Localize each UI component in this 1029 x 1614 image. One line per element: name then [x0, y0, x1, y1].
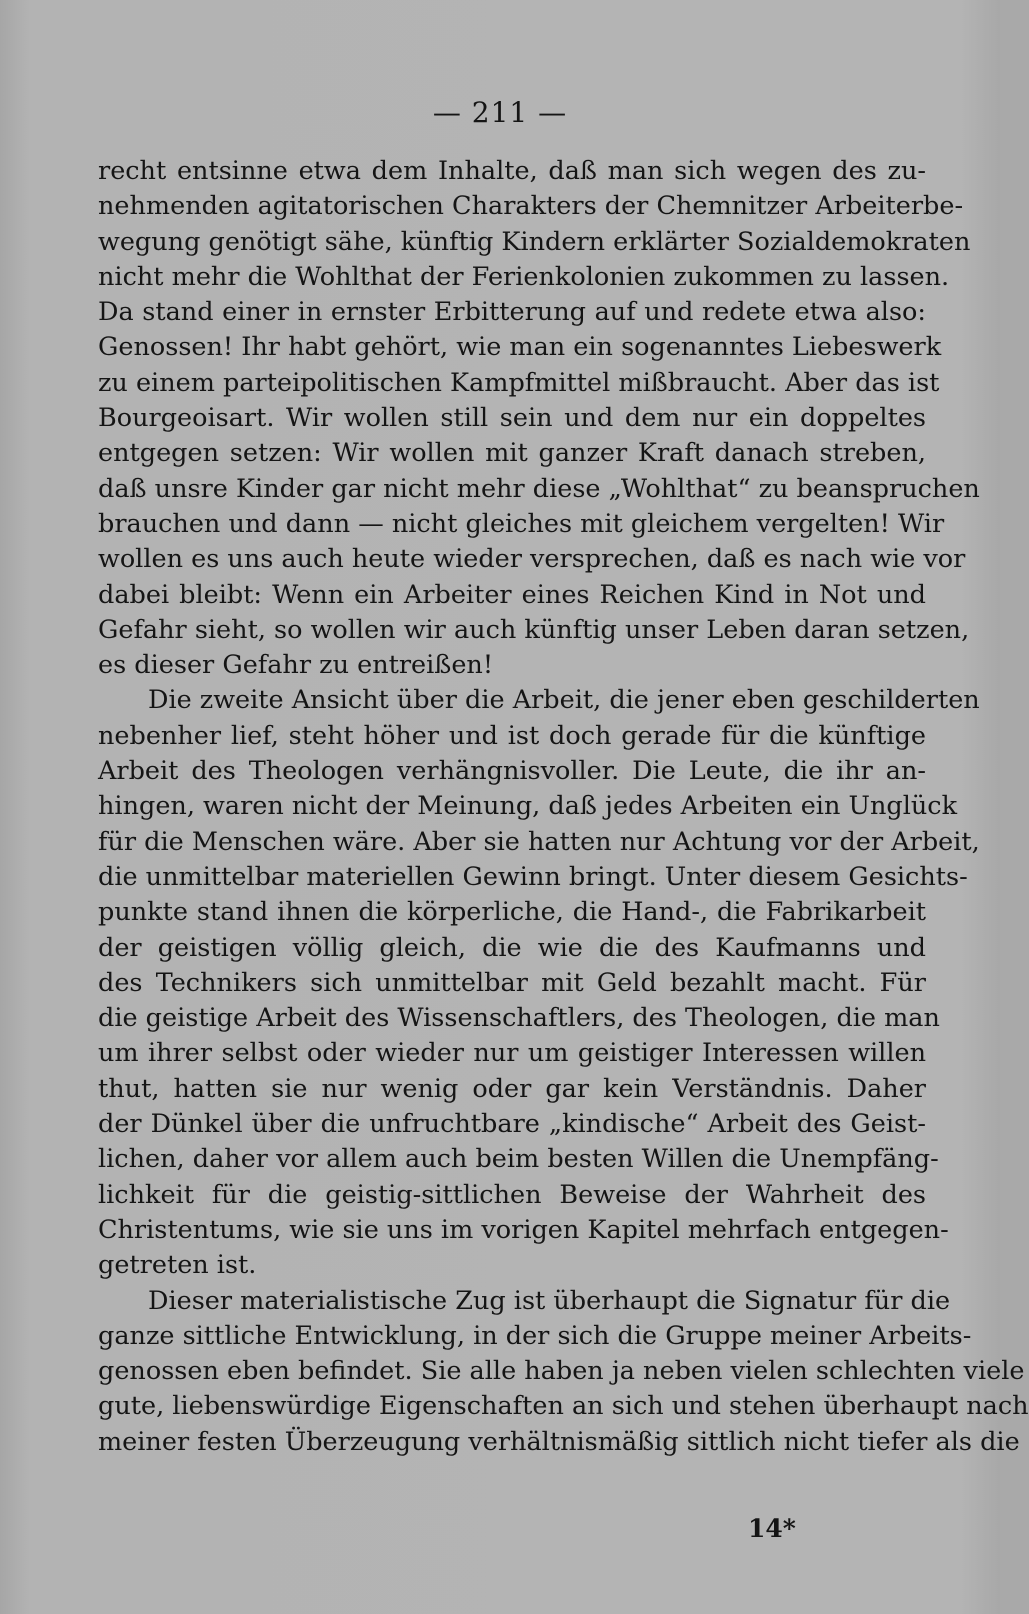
text-line: nebenher lief, steht höher und ist doch gerade für die künftige	[98, 720, 926, 751]
text-line: der Dünkel über die unfruchtbare „kindische“ Arbeit des Geist-	[98, 1109, 926, 1140]
text-line: Die zweite Ansicht über die Arbeit, die jener eben geschilderten	[148, 685, 980, 716]
text-line: Da stand einer in ernster Erbitterung auf und redete etwa also:	[98, 297, 926, 328]
text-line: daß unsre Kinder gar nicht mehr diese „Wohlthat“ zu beanspruchen	[98, 473, 980, 504]
text-line: die geistige Arbeit des Wissenschaftlers, des Theologen, die man	[98, 1003, 940, 1034]
text-line: ganze sittliche Entwicklung, in der sich die Gruppe meiner Arbeits-	[98, 1320, 972, 1351]
text-line: die unmittelbar materiellen Gewinn bringt. Unter diesem Gesichts-	[98, 861, 968, 892]
signature-mark: 14*	[748, 1514, 796, 1543]
text-line: getreten ist.	[98, 1250, 257, 1281]
text-line: gute, liebenswürdige Eigenschaften an sich und stehen überhaupt nach	[98, 1391, 1029, 1422]
text-line: entgegen setzen: Wir wollen mit ganzer Kraft danach streben,	[98, 438, 926, 469]
text-line: Genossen! Ihr habt gehört, wie man ein sogenanntes Liebeswerk	[98, 332, 942, 363]
text-line: dabei bleibt: Wenn ein Arbeiter eines Reichen Kind in Not und	[98, 579, 926, 610]
text-line: wollen es uns auch heute wieder versprechen, daß es nach wie vor	[98, 544, 966, 575]
text-line: lichkeit für die geistig-sittlichen Beweise der Wahrheit des	[98, 1179, 926, 1210]
text-line: wegung genötigt sähe, künftig Kindern erklärter Sozialdemokraten	[98, 226, 971, 257]
text-line: Bourgeoisart. Wir wollen still sein und dem nur ein doppeltes	[98, 403, 926, 434]
text-line: nehmenden agitatorischen Charakters der Chemnitzer Arbeiterbe-	[98, 191, 964, 222]
text-line: Christentums, wie sie uns im vorigen Kapitel mehrfach entgegen-	[98, 1214, 949, 1245]
text-line: thut, hatten sie nur wenig oder gar kein Verständnis. Daher	[98, 1073, 926, 1104]
text-line: des Technikers sich unmittelbar mit Geld bezahlt macht. Für	[98, 967, 926, 998]
text-line: um ihrer selbst oder wieder nur um geistiger Interessen willen	[98, 1038, 926, 1069]
text-line: Gefahr sieht, so wollen wir auch künftig unser Leben daran setzen,	[98, 614, 970, 645]
text-line: meiner festen Überzeugung verhältnismäßig sittlich nicht tiefer als die	[98, 1426, 1020, 1457]
page-number: — 211 —	[432, 96, 568, 129]
text-line: hingen, waren nicht der Meinung, daß jedes Arbeiten ein Unglück	[98, 791, 958, 822]
text-line: recht entsinne etwa dem Inhalte, daß man sich wegen des zu-	[98, 156, 926, 186]
text-line: der geistigen völlig gleich, die wie die des Kaufmanns und	[98, 932, 926, 963]
text-line: Dieser materialistische Zug ist überhaupt die Signatur für die	[148, 1285, 951, 1316]
text-line: Arbeit des Theologen verhängnisvoller. Die Leute, die ihr an-	[98, 756, 926, 787]
text-line: genossen eben befindet. Sie alle haben ja neben vielen schlechten viele	[98, 1356, 1025, 1387]
text-line: für die Menschen wäre. Aber sie hatten nur Achtung vor der Arbeit,	[98, 826, 980, 857]
text-line: lichen, daher vor allem auch beim besten Willen die Unempfäng-	[98, 1144, 939, 1175]
text-line: brauchen und dann — nicht gleiches mit gleichem vergelten! Wir	[98, 508, 945, 539]
page-body-text	[98, 154, 1029, 1460]
text-line: zu einem parteipolitischen Kampfmittel mißbraucht. Aber das ist	[98, 367, 940, 398]
text-line: nicht mehr die Wohlthat der Ferienkolonien zukommen zu lassen.	[98, 261, 950, 292]
text-line: punkte stand ihnen die körperliche, die Hand-, die Fabrikarbeit	[98, 897, 926, 928]
text-line: es dieser Gefahr zu entreißen!	[98, 650, 494, 681]
